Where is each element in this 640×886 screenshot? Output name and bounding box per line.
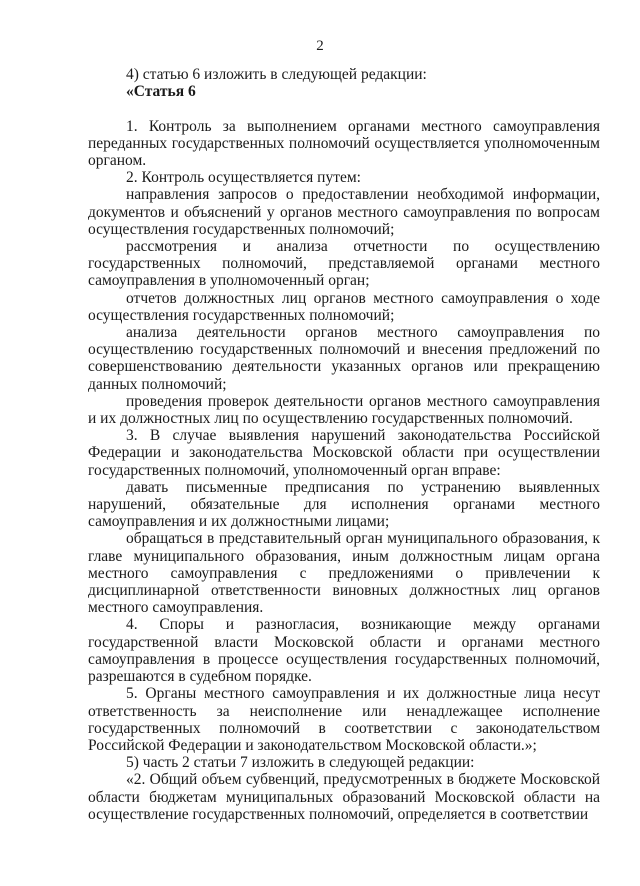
paragraph: 5. Органы местного самоуправления и их должностные лица несут ответственность за неисполнение или ненадлежащее исполнение государственных полномочий в соответствии с законодательством Российской Федерации и законодательством Московской области.»; (88, 685, 600, 754)
paragraph: отчетов должностных лиц органов местного самоуправления о ходе осуществления государственных полномочий; (88, 289, 600, 324)
paragraph: «2. Общий объем субвенций, предусмотренных в бюджете Московской области бюджетам муниципальных образований Московской области на осуществление государственных полномочий, определяется в соответствии (88, 771, 600, 823)
page-number: 2 (316, 38, 324, 54)
paragraph: «Статья 6 (126, 83, 196, 101)
document-body (88, 66, 600, 823)
spacer (88, 100, 600, 117)
paragraph: направления запросов о предоставлении необходимой информации, документов и объяснений у органов местного самоуправления по вопросам осуществления государственных полномочий; (88, 186, 600, 238)
paragraph: давать письменные предписания по устранению выявленных нарушений, обязательные для исполнения органами местного самоуправления и их должностными лицами; (88, 478, 600, 531)
paragraph: обращаться в представительный орган муниципального образования, к главе муниципального образования, иным должностным лицам органа местного самоуправления с предложениями о привлечении к дисциплинарной ответственности виновных должностных лиц органов местного самоуправления. (88, 530, 600, 617)
paragraph: рассмотрения и анализа отчетности по осуществлению государственных полномочий, представляемой органами местного самоуправления в уполномоченный орган; (88, 238, 600, 290)
paragraph: 5) часть 2 статьи 7 изложить в следующей редакции: (126, 754, 475, 772)
paragraph: 4. Споры и разногласия, возникающие между органами государственной власти Московской области и органами местного самоуправления в процессе осуществления государственных полномочий, разрешаются в судебном порядке. (88, 616, 600, 686)
paragraph: проведения проверок деятельности органов местного самоуправления и их должностных лиц по осуществлению государственных полномочий. (88, 392, 600, 428)
paragraph: 1. Контроль за выполнением органами местного самоуправления переданных государственных полномочий осуществляется уполномоченным органом. (88, 117, 600, 169)
paragraph: анализа деятельности органов местного самоуправления по осуществлению государственных полномочий и внесения предложений по совершенствованию деятельности указанных органов или прекращению данных полномочий; (88, 324, 600, 393)
paragraph: 2. Контроль осуществляется путем: (126, 169, 361, 187)
paragraph: 4) статью 6 изложить в следующей редакции: (126, 66, 427, 83)
paragraph: 3. В случае выявления нарушений законодательства Российской Федерации и законодательства Московской области при осуществлении государственных полномочий, уполномоченный орган вправе: (88, 427, 600, 479)
